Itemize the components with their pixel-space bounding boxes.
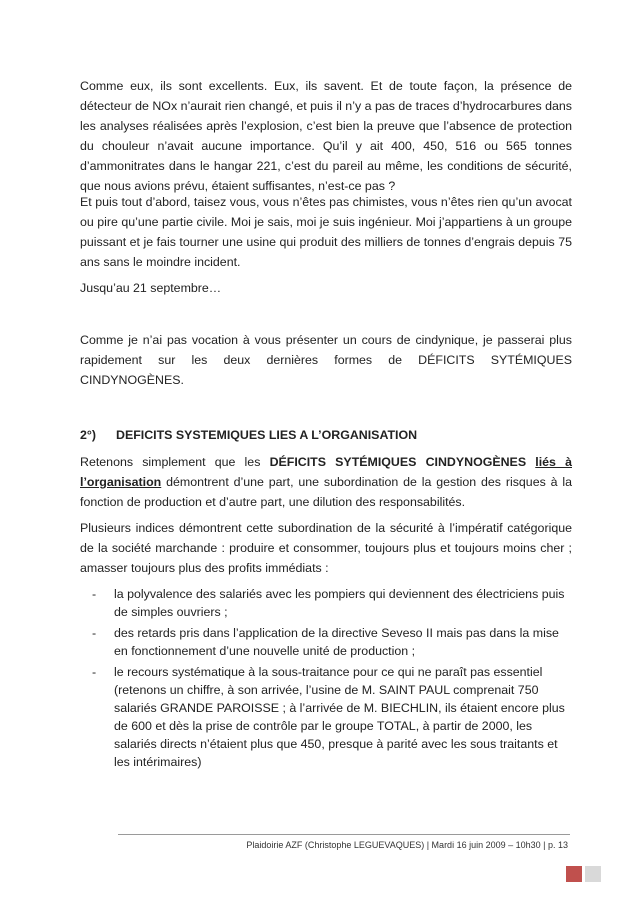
paragraph-5: [80, 452, 572, 520]
list-dash: -: [92, 665, 97, 679]
list-item: [80, 585, 572, 621]
paragraph-5-before: Retenons simplement que les: [80, 455, 270, 469]
paragraph-5-text: [80, 452, 572, 512]
list-item: [80, 624, 572, 660]
paragraph-1-text: Comme eux, ils sont excellents. Eux, ils savent. Et de toute façon, la présence de détecteur de NOx n’aurait rien changé, et puis il n’y a pas de traces d’hydrocarbures dans les analyses réalisées après l’explosion, c’est bien la preuve que l’absence de protection du chouleur n’avait aucune importance. Qu’il y ait 400, 450, 516 ou 565 tonnes d’ammonitrates dans le hangar 221, c’est du pareil au même, les conditions de sécurité, que nous avions prévu, étaient suffisantes, n’est-ce pas ?: [80, 79, 572, 193]
paragraph-5-space: [526, 455, 535, 469]
section-number: 2°): [80, 428, 96, 442]
accent-square-icon: [566, 866, 582, 882]
list-dash: -: [92, 587, 97, 601]
list-item-text: des retards pris dans l’application de la directive Seveso II mais pas dans la mise en fonctionnement d’une nouvelle unité de production ;: [114, 626, 559, 658]
paragraph-5-bold-underline: liés à l’organisation: [80, 455, 572, 489]
paragraph-4-text: Comme je n’ai pas vocation à vous présenter un cours de cindynique, je passerai plus rapidement sur les deux dernières formes de DÉFICITS SYTÉMIQUES CINDYNOGÈNES.: [80, 333, 572, 387]
grey-square-icon: [585, 866, 601, 882]
paragraph-3: [80, 278, 572, 306]
paragraph-2: [80, 192, 572, 280]
paragraph-1: [80, 76, 572, 204]
section-heading: [80, 425, 572, 445]
section-title: DEFICITS SYSTEMIQUES LIES A L’ORGANISATION: [116, 428, 418, 442]
list-item: [80, 663, 572, 771]
paragraph-5-bold: DÉFICITS SYTÉMIQUES CINDYNOGÈNES: [269, 455, 527, 469]
paragraph-3-text: Jusqu’au 21 septembre…: [80, 281, 222, 295]
list-dash: -: [92, 626, 97, 640]
paragraph-5-after: démontrent d’une part, une subordination de la gestion des risques à la fonction de production et d’autre part, une dilution des responsabilités.: [80, 475, 572, 509]
list-item-text: le recours systématique à la sous-traitance pour ce qui ne paraît pas essentiel (retenons un chiffre, à son arrivée, l’usine de M. SAINT PAUL comprenait 750 salariés GRANDE PAROISSE ; à l’arrivée de M. BIECHLIN, ils étaient encore plus de 600 et dès la prise de contrôle par le groupe TOTAL, à partir de 2000, les salariés directs n’étaient plus que 450, presque à parité avec les sous traitants et les intérimaires): [114, 665, 565, 769]
indicator-list: [80, 585, 572, 774]
paragraph-2-text: Et puis tout d’abord, taisez vous, vous n’êtes pas chimistes, vous n’êtes rien qu’un avocat ou pire qu’une partie civile. Moi je sais, moi je suis ingénieur. Moi j’appartiens à un groupe puissant et je fais tourner une usine qui produit des milliers de tonnes d’engrais depuis 75 ans sans le moindre incident.: [80, 195, 572, 269]
footer-divider: [118, 834, 570, 835]
paragraph-6: [80, 518, 572, 586]
paragraph-4: [80, 330, 572, 398]
paragraph-6-text: Plusieurs indices démontrent cette subordination de la sécurité à l’impératif catégorique de la société marchande : produire et consommer, toujours plus et toujours moins cher ; amasser toujours plus des profits immédiats :: [80, 521, 572, 575]
list-item-text: la polyvalence des salariés avec les pompiers qui deviennent des électriciens puis de simples ouvriers ;: [114, 587, 565, 619]
page-footer: Plaidoirie AZF (Christophe LEGUEVAQUES) | Mardi 16 juin 2009 – 10h30 | p. 13: [246, 840, 568, 850]
